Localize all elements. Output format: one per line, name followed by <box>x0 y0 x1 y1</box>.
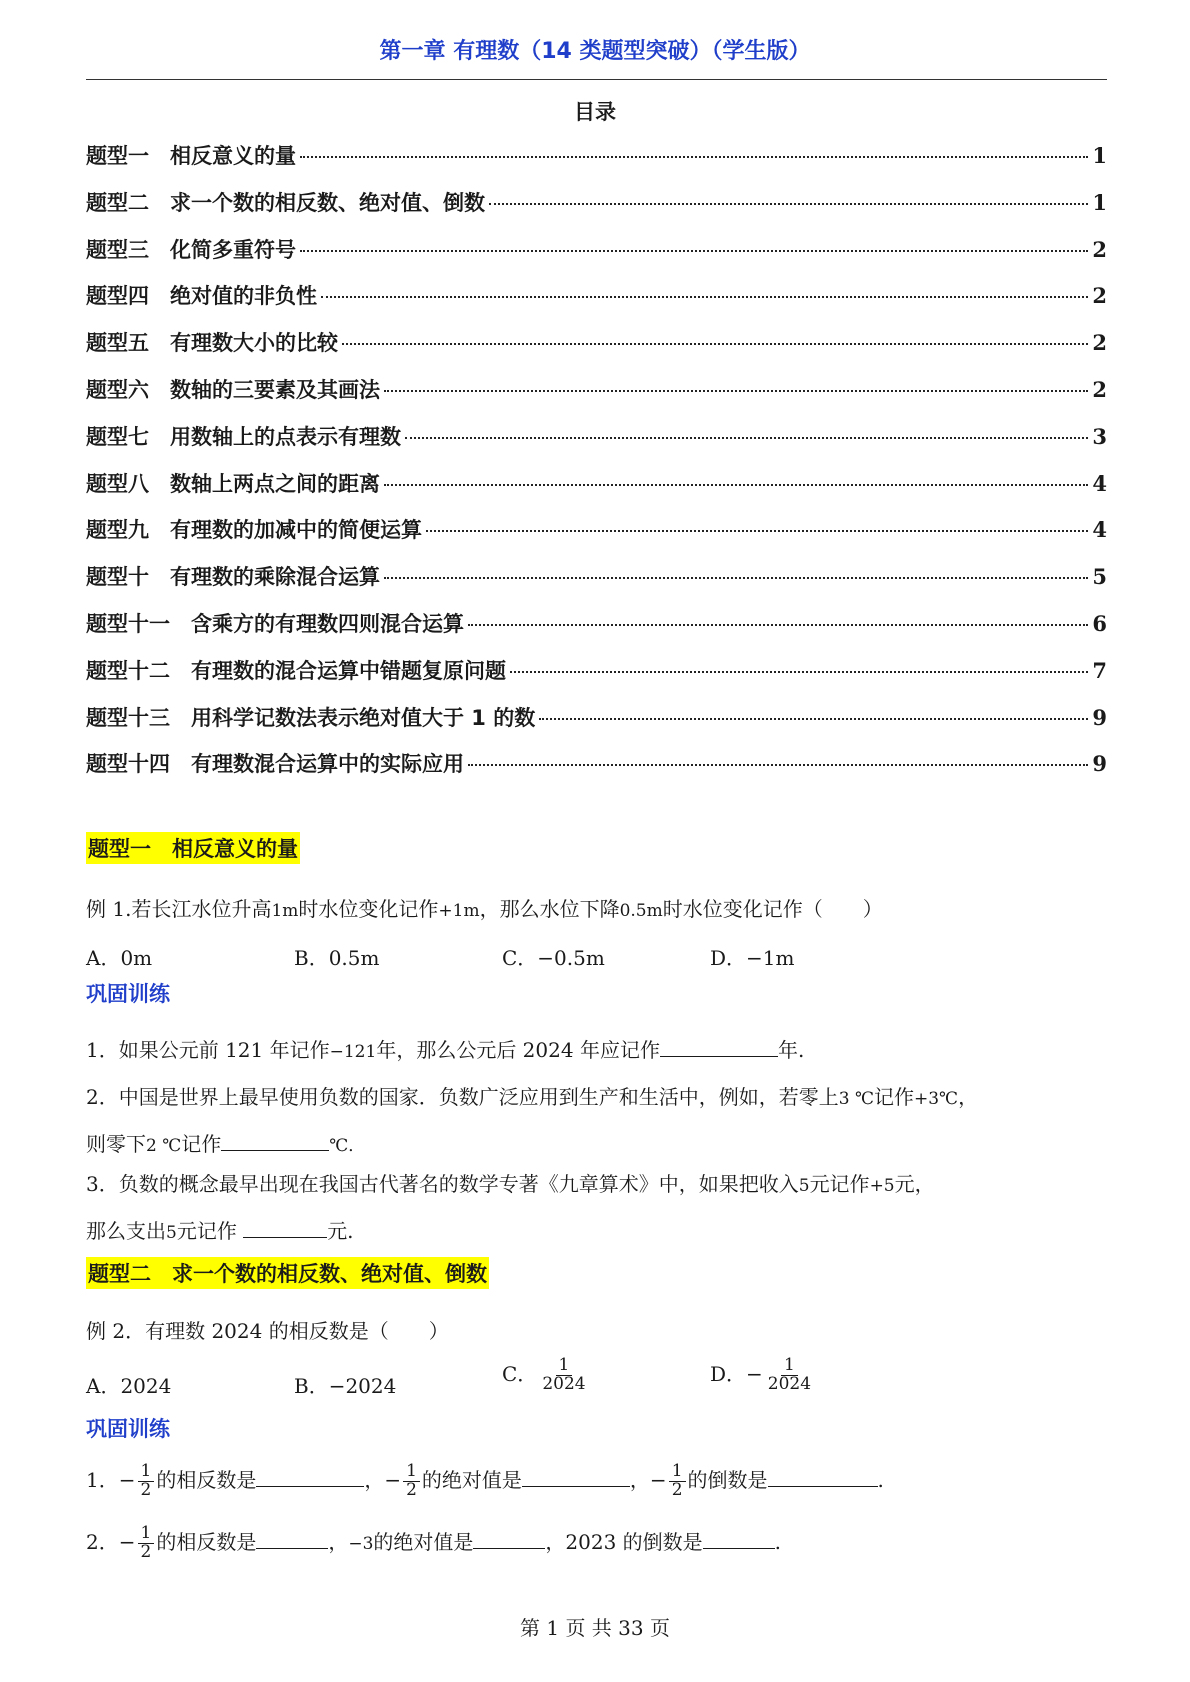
option-c: C．−0.5m <box>502 946 605 970</box>
answer-blank[interactable] <box>473 1530 545 1549</box>
answer-blank[interactable] <box>660 1038 778 1057</box>
toc-entry[interactable]: 题型十四 有理数混合运算中的实际应用 9 <box>86 751 1107 777</box>
toc-leader <box>468 624 1088 626</box>
answer-blank[interactable] <box>243 1219 327 1238</box>
fraction: $\frac{1}{2}$ <box>138 1525 155 1562</box>
toc-entry[interactable]: 题型九 有理数的加减中的简便运算 4 <box>86 517 1107 543</box>
option-d: D．− $\frac{1}{2024}$ <box>710 1357 816 1394</box>
toc-page-number: 6 <box>1092 610 1107 636</box>
toc-leader <box>539 718 1088 720</box>
toc-page-number: 7 <box>1092 657 1107 683</box>
answer-blank[interactable] <box>256 1530 328 1549</box>
toc-entry[interactable]: 题型十 有理数的乘除混合运算 5 <box>86 564 1107 590</box>
answer-blank[interactable] <box>768 1468 878 1487</box>
table-of-contents <box>86 140 1107 795</box>
option-d: D．−1m <box>710 946 795 970</box>
fraction: $\frac{1}{2024}$ <box>542 1355 586 1394</box>
toc-leader <box>300 156 1088 158</box>
toc-entry[interactable]: 题型七 用数轴上的点表示有理数 3 <box>86 423 1107 449</box>
toc-leader <box>384 577 1088 579</box>
fraction: $\frac{1}{2}$ <box>403 1463 420 1500</box>
option-a: A．0m <box>86 946 153 970</box>
toc-entry[interactable]: 题型四 绝对值的非负性 2 <box>86 283 1107 309</box>
option-b: B．−2024 <box>294 1374 397 1398</box>
toc-leader <box>405 437 1088 439</box>
toc-page-number: 2 <box>1092 376 1107 402</box>
toc-leader <box>426 530 1088 532</box>
toc-leader <box>321 296 1088 298</box>
toc-page-number: 1 <box>1092 189 1107 215</box>
exercise-2-2: 2．− $\frac{1}{2}$ 的相反数是 ，−3的绝对值是 ，2023 的倒数是 . <box>86 1523 782 1562</box>
option-a: A．2024 <box>86 1374 172 1398</box>
fraction: $\frac{1}{2}$ <box>669 1463 686 1500</box>
example-2: 例 2．有理数 2024 的相反数是（ ） <box>86 1319 449 1343</box>
toc-page-number: 4 <box>1092 470 1107 496</box>
exercise-1-3: 3．负数的概念最早出现在我国古代著名的数学专著《九章算术》中，如果把收入5元记作+5元， <box>86 1172 935 1196</box>
training-heading: 巩固训练 <box>86 982 170 1006</box>
toc-page-number: 1 <box>1092 143 1107 168</box>
toc-leader <box>489 203 1088 205</box>
fraction: $\frac{1}{2}$ <box>138 1463 155 1500</box>
training-heading: 巩固训练 <box>86 1417 170 1441</box>
toc-page-number: 2 <box>1092 283 1107 309</box>
toc-leader <box>510 671 1088 673</box>
toc-page-number: 5 <box>1092 564 1107 590</box>
toc-leader <box>300 250 1088 252</box>
toc-entry[interactable]: 题型十一 含乘方的有理数四则混合运算 6 <box>86 610 1107 636</box>
toc-entry[interactable]: 题型十三 用科学记数法表示绝对值大于 1 的数 9 <box>86 704 1107 730</box>
toc-leader <box>342 343 1088 345</box>
exercise-2-1: 1．− $\frac{1}{2}$ 的相反数是 ，− $\frac{1}{2}$ 的绝对值是 ，− $\frac{1}{2}$ 的倒数是 . <box>86 1461 884 1500</box>
toc-entry[interactable]: 题型五 有理数大小的比较 2 <box>86 330 1107 356</box>
exercise-1-2-cont: 则零下2 ℃记作 ℃． <box>86 1132 366 1156</box>
title-divider <box>86 79 1107 80</box>
toc-page-number: 4 <box>1092 517 1107 543</box>
toc-heading: 目录 <box>574 100 616 124</box>
toc-entry[interactable]: 题型二 求一个数的相反数、绝对值、倒数 1 <box>86 189 1107 215</box>
toc-page-number: 3 <box>1092 423 1107 449</box>
document-title: 第一章 有理数（14 类题型突破）（学生版） <box>379 39 811 64</box>
toc-entry[interactable]: 题型八 数轴上两点之间的距离 4 <box>86 470 1107 496</box>
toc-leader <box>384 484 1088 486</box>
answer-blank[interactable] <box>522 1468 630 1487</box>
toc-entry[interactable]: 题型一 相反意义的量 1 <box>86 143 1107 168</box>
option-c: C． $\frac{1}{2024}$ <box>502 1357 591 1394</box>
section-heading: 题型二 求一个数的相反数、绝对值、倒数 <box>86 1257 489 1289</box>
example-1: 例 1.若长江水位升高1m时水位变化记作+1m，那么水位下降0.5m时水位变化记作（ ） <box>86 897 883 921</box>
exercise-1-3-cont: 那么支出5元记作 元. <box>86 1219 354 1243</box>
page-footer: 第 1 页 共 33 页 <box>520 1616 670 1640</box>
answer-blank[interactable] <box>221 1132 329 1151</box>
answer-blank[interactable] <box>256 1468 364 1487</box>
exercise-1-2: 2．中国是世界上最早使用负数的国家．负数广泛应用到生产和生活中，例如，若零上3 ℃记作+3℃， <box>86 1085 979 1109</box>
answer-blank[interactable] <box>703 1530 775 1549</box>
exercise-1-1: 1．如果公元前 121 年记作−121年，那么公元后 2024 年应记作 年. <box>86 1038 805 1062</box>
toc-entry[interactable]: 题型十二 有理数的混合运算中错题复原问题 7 <box>86 657 1107 683</box>
toc-page-number: 2 <box>1092 236 1107 262</box>
toc-page-number: 9 <box>1092 704 1107 730</box>
toc-entry[interactable]: 题型三 化简多重符号 2 <box>86 236 1107 262</box>
toc-leader <box>384 390 1088 392</box>
toc-page-number: 9 <box>1092 751 1107 777</box>
toc-leader <box>468 764 1088 766</box>
section-heading: 题型一 相反意义的量 <box>86 832 300 864</box>
toc-entry[interactable]: 题型六 数轴的三要素及其画法 2 <box>86 376 1107 402</box>
fraction: $\frac{1}{2024}$ <box>767 1355 812 1394</box>
toc-page-number: 2 <box>1092 330 1107 356</box>
option-b: B．0.5m <box>294 946 380 970</box>
